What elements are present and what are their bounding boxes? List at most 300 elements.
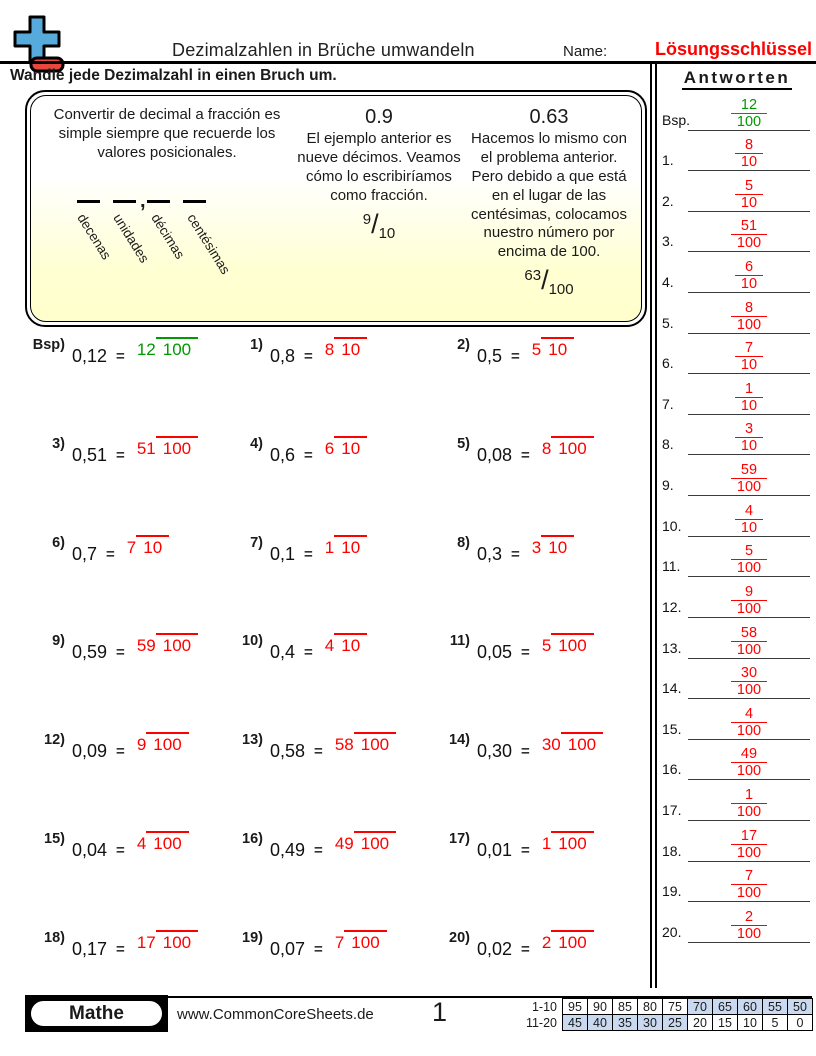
fraction-numerator: 9 [744, 583, 754, 600]
problem-number: 17) [449, 830, 470, 847]
fraction-denominator: 10 [136, 535, 169, 557]
score-cell: 5 [763, 1015, 788, 1031]
problem-3 [0, 431, 218, 530]
equals-sign: = [116, 743, 125, 761]
equals-sign: = [304, 446, 313, 464]
problem-number: 14) [449, 732, 470, 749]
answer-blank-line [688, 698, 810, 699]
fraction-answer [542, 732, 603, 754]
answer-blank-line [688, 739, 810, 740]
example-1-fraction: 9/10 [362, 208, 396, 242]
fraction-denominator: 100 [156, 337, 198, 359]
fraction-denominator: 10 [735, 356, 763, 373]
instruction-text: Wandle jede Dezimalzahl in einen Bruch um. [10, 67, 337, 84]
answer-fraction [688, 666, 810, 698]
equals-sign: = [304, 348, 313, 365]
answer-row-10 [658, 500, 816, 541]
fraction-numerator: 59 [740, 462, 758, 479]
fraction-numerator: 7 [744, 868, 754, 885]
answer-number: 4. [662, 274, 674, 291]
explanation-intro-column [41, 106, 293, 315]
problem-13 [218, 727, 425, 826]
problem-10 [218, 628, 425, 727]
problem-number: Bsp) [32, 337, 65, 353]
answer-row-9 [658, 459, 816, 500]
fraction-numerator: 4 [324, 636, 335, 656]
score-range-label: 1-10 [531, 999, 557, 1014]
problem-9 [0, 628, 218, 727]
answer-blank-line [688, 820, 810, 821]
problem-1 [218, 332, 425, 431]
fraction-denominator: 100 [731, 762, 767, 779]
fraction-answer [137, 732, 189, 754]
answer-row-Bsp [658, 94, 816, 135]
score-cell: 60 [738, 999, 763, 1015]
fraction-answer [325, 633, 367, 655]
fraction-numerator: 9 [136, 735, 147, 755]
decimal-value: 0,05 [477, 642, 513, 663]
answer-blank-line [688, 454, 810, 455]
answer-fraction [688, 463, 810, 495]
equals-sign: = [116, 446, 125, 464]
fraction-answer [137, 633, 198, 655]
example-2-column [465, 106, 633, 315]
fraction-answer [325, 436, 367, 458]
answer-blank-line [688, 779, 810, 780]
decimal-value: 0,08 [477, 444, 513, 465]
fraction-numerator: 3 [744, 421, 754, 438]
problem-number: 15) [44, 830, 65, 847]
fraction-numerator: 51 [136, 438, 156, 458]
fraction-denominator: 100 [731, 722, 767, 739]
answer-number: 1. [662, 152, 674, 169]
fraction-numerator: 5 [744, 543, 754, 560]
answer-row-15 [658, 703, 816, 744]
problems-grid [0, 332, 650, 1024]
equals-sign: = [304, 545, 313, 563]
answer-blank-line [688, 942, 810, 943]
answer-blank-line [688, 211, 810, 212]
fraction-numerator: 5 [744, 177, 754, 194]
fraction-numerator: 8 [541, 438, 552, 458]
fraction-numerator: 58 [334, 735, 354, 755]
problem-number: 1) [250, 337, 263, 353]
answer-fraction [688, 626, 810, 658]
answer-row-7 [658, 378, 816, 419]
answer-number: 8. [662, 436, 674, 453]
fraction-answer [335, 732, 396, 754]
equals-sign: = [521, 841, 530, 859]
problem-number: 2) [457, 337, 470, 353]
place-value-label: centésimas [184, 210, 234, 277]
fraction-answer [137, 831, 189, 853]
fraction-numerator: 6 [324, 438, 335, 458]
score-cell: 85 [613, 999, 638, 1015]
answer-row-14 [658, 663, 816, 704]
answer-fraction [688, 382, 810, 414]
equals-sign: = [116, 940, 125, 958]
fraction-denominator: 100 [156, 633, 198, 655]
answer-fraction [688, 341, 810, 373]
problem-12 [0, 727, 218, 826]
answer-blank-line [688, 658, 810, 659]
answer-number: 7. [662, 395, 674, 412]
place-value-blank [113, 193, 136, 203]
answer-blank-line [688, 292, 810, 293]
problem-15 [0, 826, 218, 925]
score-cell: 90 [588, 999, 613, 1015]
website-url: www.CommonCoreSheets.de [177, 1006, 374, 1023]
score-cell: 55 [763, 999, 788, 1015]
fraction-denominator: 100 [731, 925, 767, 942]
decimal-value: 0,07 [270, 938, 306, 959]
fraction-denominator: 100 [731, 316, 767, 333]
decimal-value: 0,59 [72, 642, 108, 663]
decimal-value: 0,3 [477, 543, 503, 564]
answer-fraction [688, 260, 810, 292]
fraction-numerator: 4 [744, 502, 754, 519]
answer-number: 14. [662, 680, 682, 697]
fraction-numerator: 4 [136, 833, 147, 853]
fraction-numerator: 7 [744, 340, 754, 357]
score-cell: 70 [688, 999, 713, 1015]
fraction-numerator: 51 [740, 218, 758, 235]
place-value-blank [183, 193, 206, 203]
answer-blank-line [688, 170, 810, 171]
fraction-answer [542, 633, 594, 655]
fraction-numerator: 2 [541, 932, 552, 952]
fraction-numerator: 30 [541, 735, 561, 755]
answer-key-label: Lösungsschlüssel [654, 39, 812, 59]
fraction-answer [335, 930, 387, 952]
score-cell: 75 [663, 999, 688, 1015]
fraction-denominator: 10 [334, 633, 367, 655]
decimal-value: 0,12 [72, 346, 108, 366]
answer-blank-line [688, 536, 810, 537]
decimal-comma: , [140, 189, 146, 212]
answer-blank-line [688, 414, 810, 415]
problem-14 [425, 727, 632, 826]
answer-number: 12. [662, 598, 682, 615]
score-cell: 0 [788, 1015, 813, 1031]
problem-number: 20) [449, 929, 470, 946]
page-number: 1 [432, 997, 448, 1027]
equals-sign: = [116, 841, 125, 859]
decimal-value: 0,49 [270, 839, 306, 860]
fraction-denominator: 100 [731, 600, 767, 617]
problem-7 [218, 530, 425, 629]
decimal-value: 0,09 [72, 741, 108, 762]
decimal-value: 0,8 [270, 346, 296, 366]
answer-number: 19. [662, 883, 682, 900]
fraction-denominator: 10 [334, 337, 367, 359]
place-value-label: décimas [148, 210, 188, 262]
decimal-value: 0,04 [72, 839, 108, 860]
answer-blank-line [688, 373, 810, 374]
answer-row-17 [658, 784, 816, 825]
problem-5 [425, 431, 632, 530]
score-cell: 15 [713, 1015, 738, 1031]
equals-sign: = [511, 348, 520, 365]
answer-fraction [688, 829, 810, 861]
answer-number: 6. [662, 355, 674, 372]
answer-blank-line [688, 617, 810, 618]
fraction-numerator: 7 [126, 537, 137, 557]
fraction-denominator: 100 [731, 113, 767, 130]
problem-number: 7) [250, 534, 263, 551]
score-cell: 30 [638, 1015, 663, 1031]
problem-17 [425, 826, 632, 925]
fraction-answer [335, 831, 396, 853]
example-1-heading: 0.9 [365, 106, 393, 128]
fraction-numerator: 7 [334, 932, 345, 952]
decimal-value: 0,4 [270, 642, 296, 663]
fraction-denominator: 100 [551, 930, 593, 952]
equals-sign: = [314, 841, 323, 859]
fraction-numerator: 5 [531, 340, 542, 359]
answers-panel-divider [650, 64, 657, 988]
fraction-numerator: 17 [740, 827, 758, 844]
answer-number: 3. [662, 233, 674, 250]
answer-number: 13. [662, 639, 682, 656]
score-cell: 25 [663, 1015, 688, 1031]
problem-number: 10) [242, 633, 263, 650]
answer-fraction [688, 788, 810, 820]
answer-fraction [688, 219, 810, 251]
answer-row-19 [658, 866, 816, 907]
fraction-denominator: 100 [146, 732, 188, 754]
decimal-value: 0,7 [72, 543, 98, 564]
problem-number: 11) [449, 633, 470, 650]
fraction-answer [542, 436, 594, 458]
answer-row-5 [658, 297, 816, 338]
answer-row-1 [658, 135, 816, 176]
score-cell: 65 [713, 999, 738, 1015]
answer-row-12 [658, 581, 816, 622]
answer-row-18 [658, 825, 816, 866]
answer-row-11 [658, 541, 816, 582]
fraction-numerator: 4 [744, 705, 754, 722]
fraction-numerator: 8 [324, 340, 335, 359]
fraction-numerator: 49 [334, 833, 354, 853]
fraction-denominator: 100 [551, 633, 593, 655]
equals-sign: = [304, 644, 313, 662]
answer-blank-line [688, 495, 810, 496]
place-value-blank [77, 193, 100, 203]
answer-fraction [688, 504, 810, 536]
answers-heading: Antworten [658, 68, 816, 88]
fraction-denominator: 100 [156, 930, 198, 952]
problem-8 [425, 530, 632, 629]
name-label: Name: [563, 43, 608, 60]
fraction-denominator: 10 [334, 436, 367, 458]
decimal-value: 0,02 [477, 938, 513, 959]
fraction-numerator: 1 [541, 833, 552, 853]
answer-number: 9. [662, 477, 674, 494]
fraction-answer [325, 535, 367, 557]
equals-sign: = [106, 545, 115, 563]
problem-Bsp [0, 332, 218, 431]
problem-number: 9) [52, 633, 65, 650]
fraction-numerator: 58 [740, 624, 758, 641]
equals-sign: = [116, 644, 125, 662]
fraction-answer [137, 337, 198, 359]
fraction-denominator: 100 [551, 436, 593, 458]
fraction-answer [137, 930, 198, 952]
answer-fraction [688, 138, 810, 170]
answer-fraction [688, 544, 810, 576]
fraction-numerator: 12 [136, 340, 156, 359]
fraction-denominator: 10 [735, 275, 763, 292]
fraction-denominator: 100 [731, 844, 767, 861]
score-cell: 40 [588, 1015, 613, 1031]
answer-fraction [688, 179, 810, 211]
problem-number: 3) [52, 435, 65, 452]
decimal-value: 0,58 [270, 741, 306, 762]
place-value-label: decenas [74, 210, 115, 262]
answer-row-6 [658, 338, 816, 379]
fraction-denominator: 100 [731, 803, 767, 820]
brand-box [25, 995, 168, 1032]
fraction-numerator: 1 [744, 380, 754, 397]
fraction-numerator: 1 [324, 537, 335, 557]
score-cell: 95 [563, 999, 588, 1015]
answer-number: 18. [662, 842, 682, 859]
fraction-denominator: 100 [731, 234, 767, 251]
answer-number: 10. [662, 517, 682, 534]
score-cell: 80 [638, 999, 663, 1015]
answer-blank-line [688, 861, 810, 862]
problem-number: 18) [44, 929, 65, 946]
decimal-value: 0,6 [270, 444, 296, 465]
answer-number: 16. [662, 761, 682, 778]
fraction-answer [542, 831, 594, 853]
equals-sign: = [511, 545, 520, 563]
score-row-1-10 [517, 999, 813, 1015]
decimal-value: 0,51 [72, 444, 108, 465]
fraction-answer [137, 436, 198, 458]
fraction-numerator: 17 [136, 932, 156, 952]
fraction-denominator: 10 [334, 535, 367, 557]
fraction-denominator: 100 [731, 681, 767, 698]
problem-16 [218, 826, 425, 925]
fraction-numerator: 12 [740, 96, 758, 113]
equals-sign: = [521, 940, 530, 958]
fraction-answer [127, 535, 169, 557]
answer-fraction [688, 869, 810, 901]
fraction-numerator: 1 [744, 786, 754, 803]
equals-sign: = [521, 446, 530, 464]
score-cell: 35 [613, 1015, 638, 1031]
answer-fraction [688, 707, 810, 739]
fraction-denominator: 10 [735, 437, 763, 454]
answers-list [658, 94, 816, 947]
decimal-value: 0,1 [270, 543, 296, 564]
fraction-denominator: 100 [344, 930, 386, 952]
answer-row-13 [658, 622, 816, 663]
fraction-denominator: 100 [561, 732, 603, 754]
answer-blank-line [688, 333, 810, 334]
place-value-blank [147, 193, 170, 203]
fraction-numerator: 8 [744, 137, 754, 154]
decimal-value: 0,17 [72, 938, 108, 959]
problem-number: 8) [457, 534, 470, 551]
fraction-numerator: 2 [744, 908, 754, 925]
fraction-denominator: 10 [541, 535, 574, 557]
page-title: Dezimalzahlen in Brüche umwandeln [172, 40, 475, 60]
fraction-denominator: 10 [735, 397, 763, 414]
answer-number: 17. [662, 801, 682, 818]
answer-blank-line [688, 130, 810, 131]
fraction-denominator: 100 [731, 641, 767, 658]
answer-fraction [688, 422, 810, 454]
answer-row-4 [658, 256, 816, 297]
fraction-numerator: 6 [744, 259, 754, 276]
problem-number: 16) [242, 830, 263, 847]
fraction-denominator: 100 [731, 559, 767, 576]
decimal-value: 0,01 [477, 839, 513, 860]
explanation-box [25, 90, 647, 327]
score-cell: 45 [563, 1015, 588, 1031]
fraction-denominator: 100 [156, 436, 198, 458]
place-value-diagram [74, 189, 293, 313]
problem-number: 12) [44, 732, 65, 749]
answer-number: 11. [662, 558, 681, 575]
fraction-numerator: 49 [740, 746, 758, 763]
fraction-denominator: 10 [735, 153, 763, 170]
answer-number: 15. [662, 720, 682, 737]
answer-fraction [688, 910, 810, 942]
score-cell: 10 [738, 1015, 763, 1031]
fraction-denominator: 100 [551, 831, 593, 853]
problem-number: 5) [457, 435, 470, 452]
example-2-fraction: 63/100 [524, 265, 574, 299]
fraction-answer [532, 337, 574, 359]
answer-fraction [688, 747, 810, 779]
fraction-denominator: 100 [354, 732, 396, 754]
plus-minus-icon [10, 14, 66, 74]
answer-blank-line [688, 901, 810, 902]
problem-number: 6) [52, 534, 65, 551]
answer-row-16 [658, 744, 816, 785]
answer-fraction [688, 585, 810, 617]
score-cell: 50 [788, 999, 813, 1015]
fraction-numerator: 5 [541, 636, 552, 656]
fraction-denominator: 10 [541, 337, 574, 359]
problem-6 [0, 530, 218, 629]
fraction-denominator: 100 [731, 478, 767, 495]
answer-blank-line [688, 251, 810, 252]
fraction-denominator: 10 [735, 194, 763, 211]
decimal-value: 0,30 [477, 741, 513, 762]
score-table-body [517, 999, 813, 1031]
fraction-numerator: 3 [531, 537, 542, 557]
example-2-heading: 0.63 [529, 106, 569, 128]
answer-fraction [688, 301, 810, 333]
decimal-value: 0,5 [477, 346, 503, 366]
answer-number: 20. [662, 923, 682, 940]
header-divider [0, 61, 816, 64]
score-cell: 20 [688, 1015, 713, 1031]
equals-sign: = [314, 743, 323, 761]
fraction-answer [532, 535, 574, 557]
problem-number: 19) [242, 929, 263, 946]
answer-row-20 [658, 906, 816, 947]
example-2-text: Hacemos lo mismo con el problema anterior. Pero debido a que está en el lugar de las centésimas, colocamos nuestro número por encima de 100. [471, 130, 627, 261]
answer-number: Bsp. [662, 111, 691, 128]
answer-number: 5. [662, 314, 674, 331]
score-range-label: 11-20 [525, 1015, 557, 1030]
